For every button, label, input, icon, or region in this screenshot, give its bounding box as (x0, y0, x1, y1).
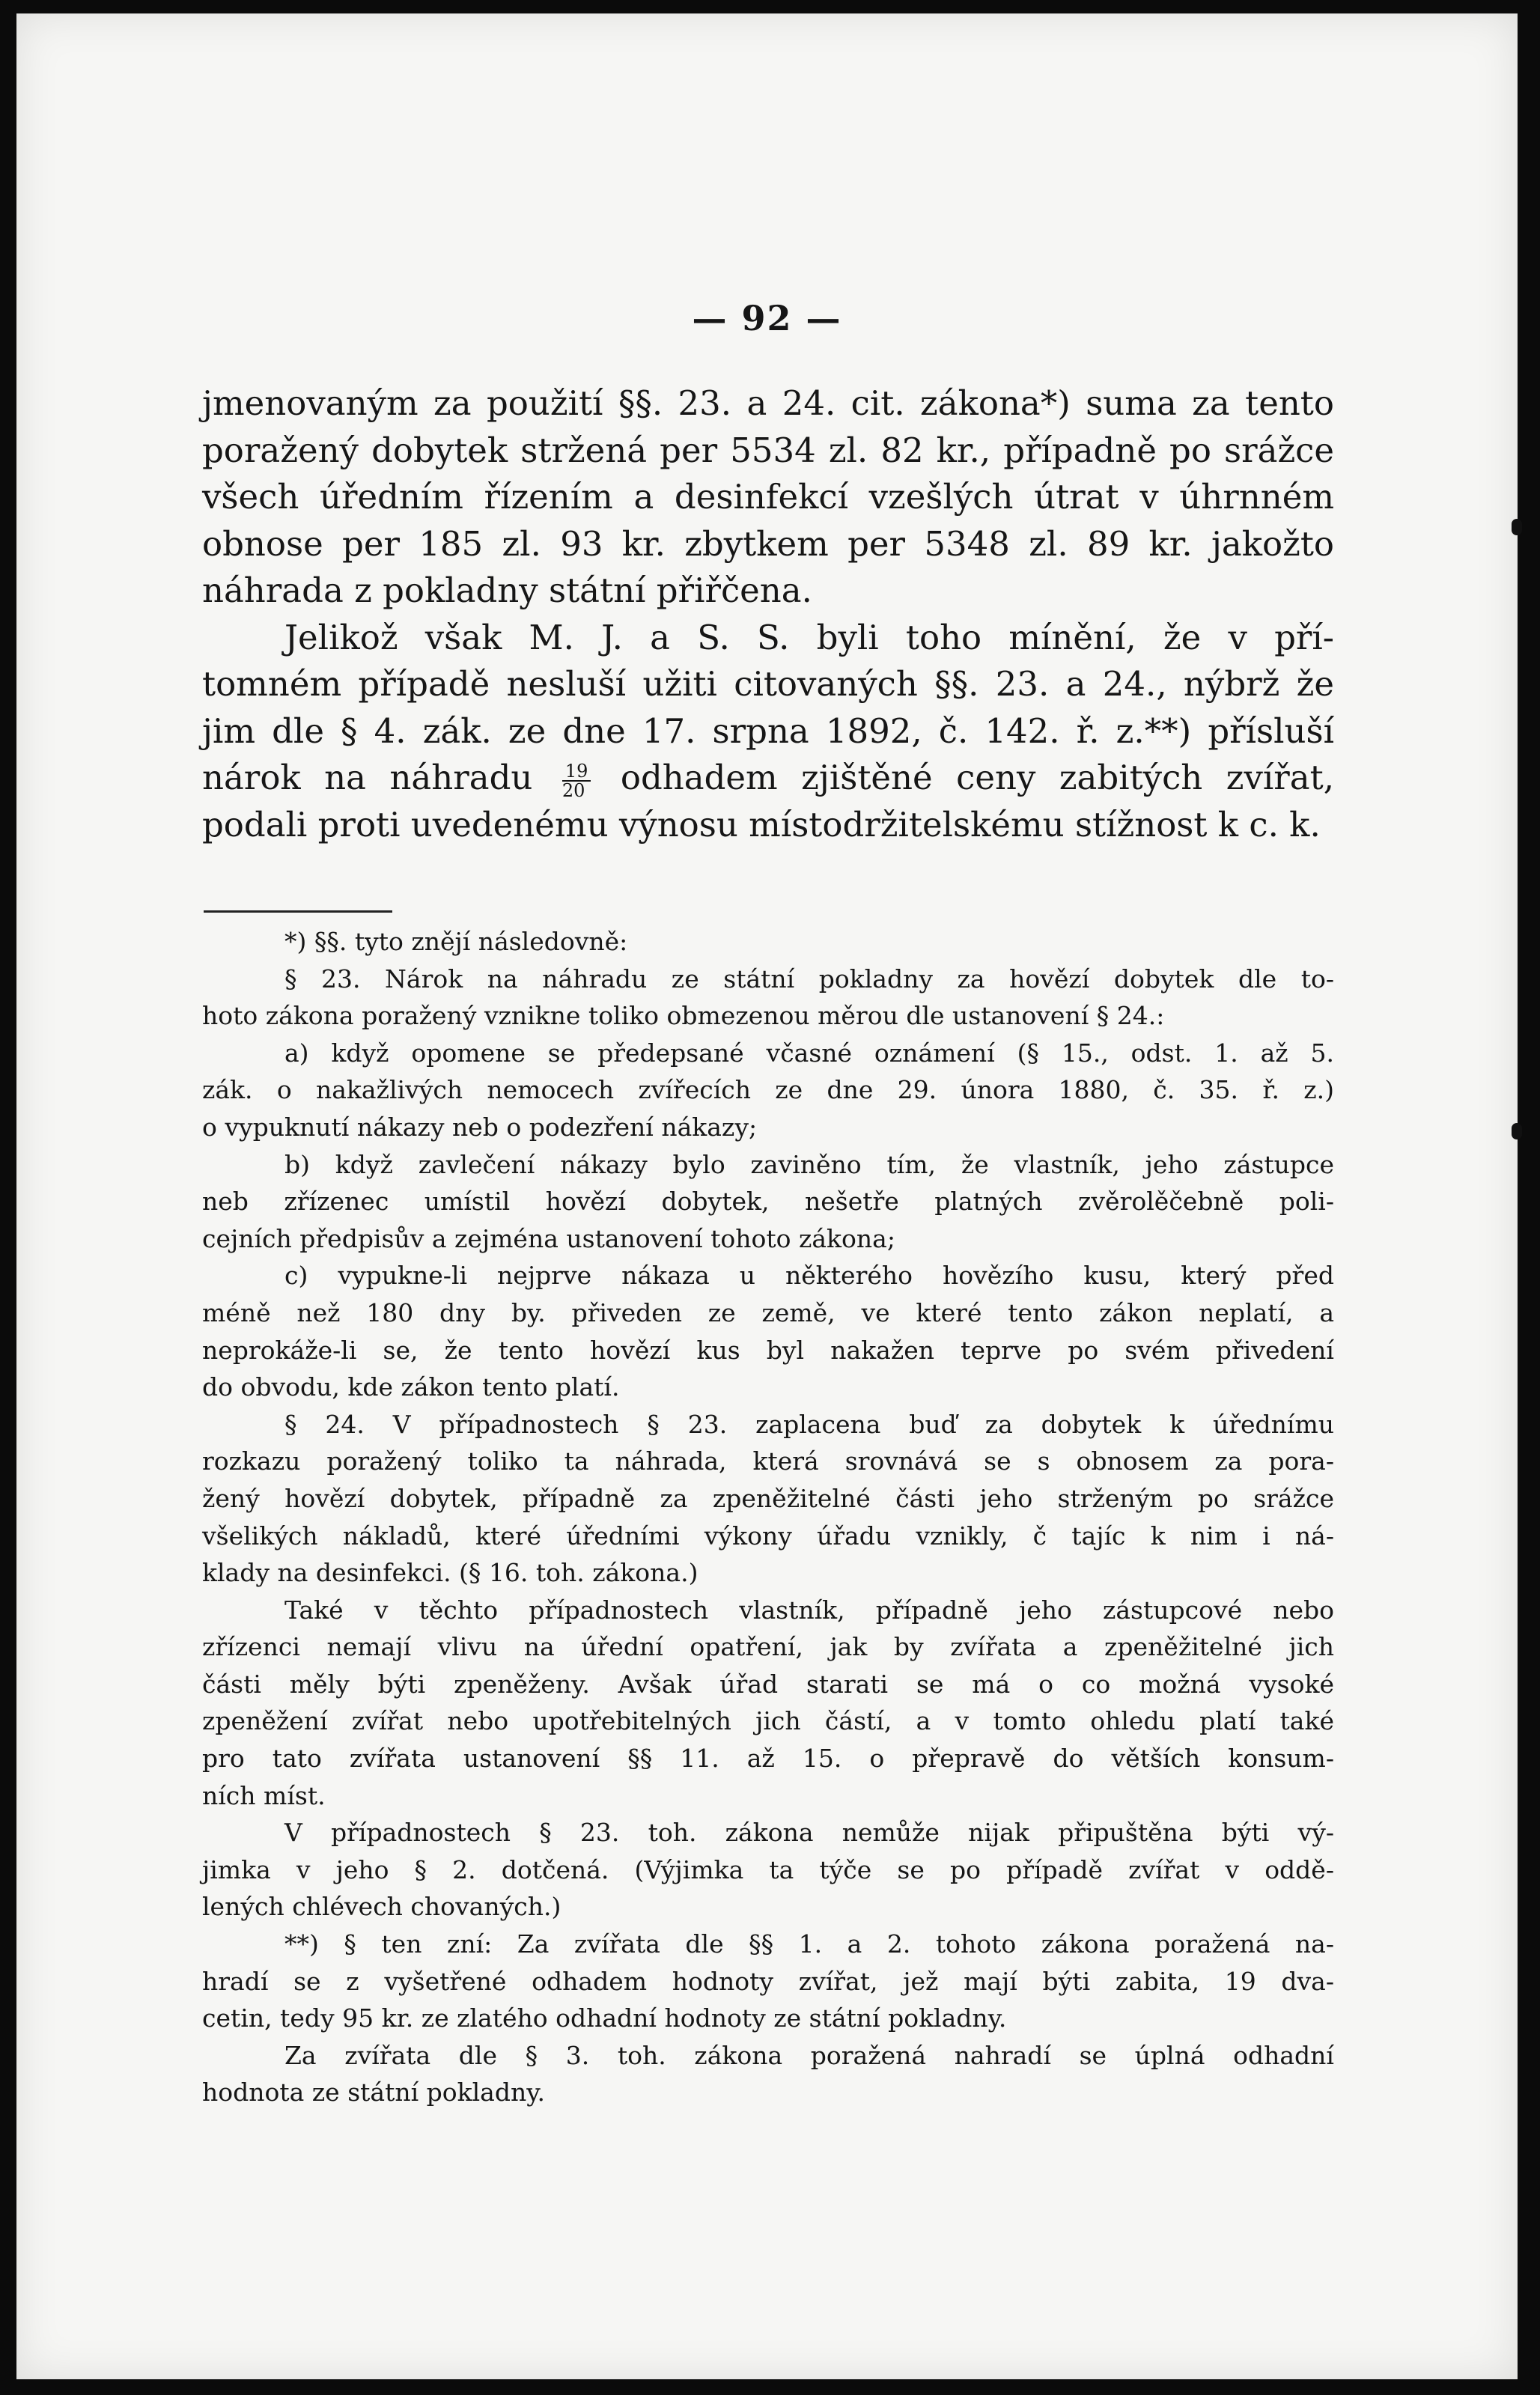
footnotes (202, 923, 1334, 2111)
footnote-line: pro tato zvířata ustanovení §§ 11. až 15. o přepravě do větších konsum- (202, 1744, 1334, 1774)
footnote-line: § 23. Nárok na náhradu ze státní pokladny za hovězí dobytek dle to- (284, 964, 1334, 993)
margin-mark (1512, 1123, 1522, 1139)
footnote-line: hoto zákona poražený vznikne toliko obmezenou měrou dle ustanovení § 24.: (202, 1001, 1165, 1031)
text-segment: nárok na náhradu (202, 758, 533, 797)
paragraph-complaint (202, 615, 1334, 849)
footnote-line: cetin, tedy 95 kr. ze zlatého odhadní hodnoty ze státní pokladny. (202, 2003, 1007, 2033)
footnote-line: neprokáže-li se, že tento hovězí kus byl nakažen teprve po svém přivedení (202, 1335, 1334, 1365)
text-line-with-fraction (202, 755, 1334, 802)
footnote-line: o vypuknutí nákazy neb o podezření nákazy; (202, 1112, 758, 1142)
fraction-denominator: 20 (561, 779, 585, 801)
footnote-line: lených chlévech chovaných.) (202, 1892, 561, 1922)
footnote-line: zřízenci nemají vlivu na úřední opatření, jak by zvířata a zpeněžitelné jich (202, 1632, 1334, 1662)
text-line: Jelikož však M. J. a S. S. byli toho mínění, že v pří- (284, 617, 1334, 657)
book-page (16, 13, 1518, 2379)
footnote-line: a) když opomene se předepsané včasné oznámení (§ 15., odst. 1. až 5. (284, 1038, 1334, 1068)
footnote-intro: *) §§. tyto znějí následovně: (284, 927, 628, 956)
text-line: poražený dobytek stržená per 5534 zl. 82 kr., případně po srážce (202, 430, 1334, 470)
footnote-line: hodnota ze státní pokladny. (202, 2078, 545, 2108)
footnote-line: zák. o nakažlivých nemocech zvířecích ze dne 29. února 1880, č. 35. ř. z.) (202, 1075, 1334, 1105)
footnote-line: Také v těchto případnostech vlastník, případně jeho zástupcové nebo (284, 1595, 1334, 1625)
footnote-line: všelikých nákladů, které úředními výkony úřadu vznikly, č tajíc k nim i ná- (202, 1521, 1334, 1550)
main-text (202, 380, 1334, 848)
footnote-line: klady na desinfekci. (§ 16. toh. zákona.) (202, 1558, 699, 1588)
text-line: jmenovaným za použití §§. 23. a 24. cit. zákona*) suma za tento (202, 383, 1334, 423)
paragraph-compensation (202, 380, 1334, 615)
footnote-line: ních míst. (202, 1780, 326, 1810)
footnote-line: V případnostech § 23. toh. zákona nemůže nijak připuštěna býti vý- (284, 1818, 1334, 1848)
text-segment: odhadem zjištěné ceny zabitých zvířat, (620, 758, 1334, 797)
footnote-line: méně než 180 dny by. přiveden ze země, ve které tento zákon neplatí, a (202, 1297, 1334, 1327)
footnote-line: hradí se z vyšetřené odhadem hodnoty zvířat, jež mají býti zabita, 19 dva- (202, 1966, 1334, 1996)
footnote-line: c) vypukne-li nejprve nákaza u některého hovězího kusu, který před (284, 1261, 1334, 1291)
footnote-line: b) když zavlečení nákazy bylo zaviněno tím, že vlastník, jeho zástupce (284, 1149, 1334, 1179)
footnote-line: **) § ten zní: Za zvířata dle §§ 1. a 2. tohoto zákona poražená na- (284, 1929, 1334, 1959)
text-line: tomném případě nesluší užiti citovaných §§. 23. a 24., nýbrž že (202, 664, 1334, 704)
text-line: obnose per 185 zl. 93 kr. zbytkem per 5348 zl. 89 kr. jakožto (202, 523, 1334, 564)
margin-mark (1512, 519, 1522, 535)
footnote-line: žený hovězí dobytek, případně za zpeněžitelné části jeho strženým po srážce (202, 1483, 1334, 1513)
footnote-line: jimka v jeho § 2. dotčená. (Výjimka ta týče se po případě zvířat v oddě- (202, 1854, 1334, 1884)
text-line: všech úředním řízením a desinfekcí vzešlých útrat v úhrnném (202, 477, 1334, 517)
footnote-line: § 24. V případnostech § 23. zaplacena buď za dobytek k úřednímu (284, 1409, 1334, 1439)
footnote-line: neb zřízenec umístil hovězí dobytek, nešetře platných zvěrolěčebně poli- (202, 1187, 1334, 1217)
footnote-line: do obvodu, kde zákon tento platí. (202, 1372, 620, 1402)
text-line: náhrada z pokladny státní přiřčena. (202, 570, 812, 610)
footnote-line: cejních předpisův a zejména ustanovení tohoto zákona; (202, 1223, 895, 1253)
text-line: jim dle § 4. zák. ze dne 17. srpna 1892, č. 142. ř. z.**) přísluší (202, 710, 1334, 751)
footnote-line: zpeněžení zvířat nebo upotřebitelných jich částí, a v tomto ohledu platí také (202, 1706, 1334, 1736)
footnote-line: rozkazu poražený toliko ta náhrada, která srovnává se s obnosem za pora- (202, 1446, 1334, 1476)
footnote-line: Za zvířata dle § 3. toh. zákona poražená nahradí se úplná odhadní (284, 2040, 1334, 2070)
fraction-numerator: 19 (562, 762, 591, 782)
text-line: podali proti uvedenému výnosu místodržitelskému stížnost k c. k. (202, 804, 1321, 845)
fraction (562, 762, 591, 800)
page-number: — 92 — (692, 298, 842, 338)
footnote-line: části měly býti zpeněženy. Avšak úřad starati se má o co možná vysoké (202, 1669, 1334, 1699)
footnote-separator (204, 910, 392, 913)
